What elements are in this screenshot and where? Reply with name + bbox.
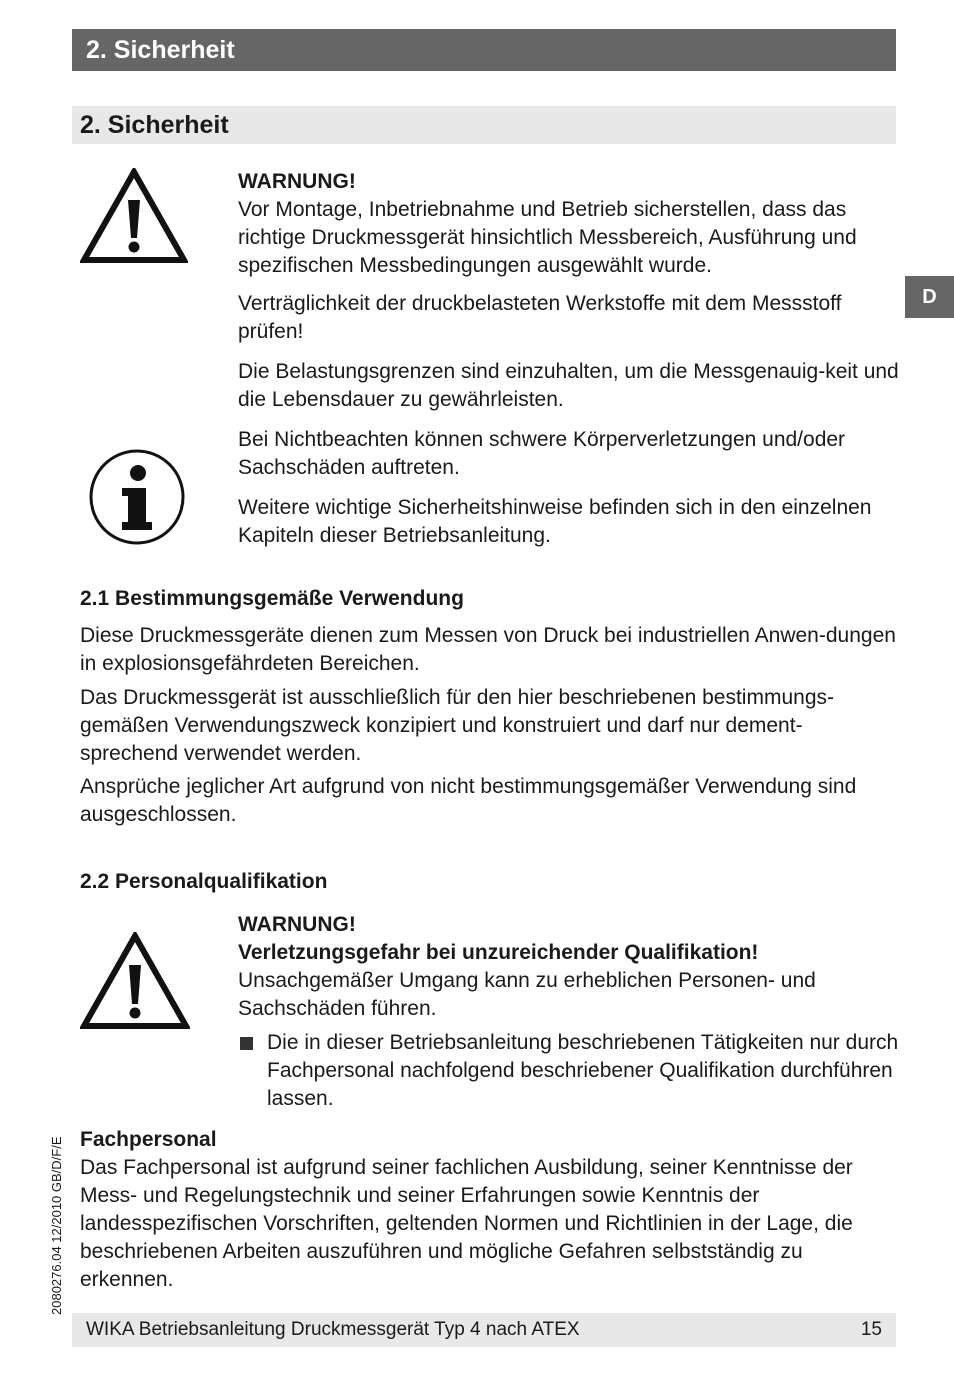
warning-triangle-icon bbox=[80, 168, 188, 264]
header-title: 2. Sicherheit bbox=[86, 36, 235, 64]
fachpersonal-heading: Fachpersonal bbox=[80, 1128, 217, 1151]
warning-text: Unsachgemäßer Umgang kann zu erheblichen Personen- und Sachschäden führen. bbox=[238, 969, 816, 1020]
list-item-text: Die in dieser Betriebsanleitung beschriebenen Tätigkeiten nur durch Fachpersonal nachfolgend beschriebener Qualifikation durchführen lassen. bbox=[267, 1031, 899, 1110]
section-2-1-heading: 2.1 Bestimmungsgemäße Verwendung bbox=[80, 587, 464, 610]
limits-paragraph: Die Belastungsgrenzen sind einzuhalten, um die Messgenauig-keit und die Lebensdauer zu gewährleisten. bbox=[238, 360, 899, 411]
compatibility-paragraph: Verträglichkeit der druckbelasteten Werkstoffe mit dem Messstoff prüfen! bbox=[238, 292, 842, 343]
warning-label: WARNUNG! bbox=[238, 913, 356, 936]
warning-triangle-icon bbox=[80, 932, 190, 1030]
square-bullet-icon bbox=[240, 1037, 253, 1050]
page-footer bbox=[72, 1313, 896, 1347]
document-number: 2080276.04 12/2010 GB/D/F/E bbox=[49, 1136, 64, 1315]
section-title: 2. Sicherheit bbox=[80, 111, 229, 139]
warning-subtitle: Verletzungsgefahr bei unzureichender Qualifikation! bbox=[238, 941, 759, 964]
usage-paragraph: Diese Druckmessgeräte dienen zum Messen von Druck bei industriellen Anwen-dungen in explosionsgefährdeten Bereichen. bbox=[80, 624, 896, 675]
consequences-paragraph: Bei Nichtbeachten können schwere Körperverletzungen und/oder Sachschäden auftreten. bbox=[238, 428, 846, 479]
warning-paragraph: Vor Montage, Inbetriebnahme und Betrieb sicherstellen, dass das richtige Druckmessgerät hinsichtlich Messbereich, Ausführung und spezifischen Messbedingungen ausgewählt wurde. bbox=[238, 198, 857, 277]
further-info-paragraph: Weitere wichtige Sicherheitshinweise befinden sich in den einzelnen Kapiteln dieser Betriebsanleitung. bbox=[238, 496, 872, 547]
warning-label: WARNUNG! bbox=[238, 170, 356, 193]
section-2-2-heading: 2.2 Personalqualifikation bbox=[80, 870, 328, 893]
claims-paragraph: Ansprüche jeglicher Art aufgrund von nicht bestimmungsgemäßer Verwendung sind ausgeschlossen. bbox=[80, 775, 857, 826]
intended-use-paragraph: Das Druckmessgerät ist ausschließlich für den hier beschriebenen bestimmungs-gemäßen Verwendungszweck konzipiert und konstruiert und darf nur dement-sprechend verwendet werden. bbox=[80, 686, 834, 765]
fachpersonal-paragraph: Das Fachpersonal ist aufgrund seiner fachlichen Ausbildung, seiner Kenntnisse der Mess- und Regelungstechnik und seiner Erfahrungen sowie Kenntnis der landesspezifischen Vorschriften, geltenden Normen und Richtlinien in der Lage, die beschriebenen Arbeiten auszuführen und mögliche Gefahren selbstständig zu erkennen. bbox=[80, 1156, 853, 1291]
footer-text: WIKA Betriebsanleitung Druckmessgerät Typ 4 nach ATEX bbox=[86, 1319, 580, 1340]
list-item bbox=[238, 1029, 900, 1113]
info-circle-icon bbox=[88, 448, 186, 546]
page-number: 15 bbox=[860, 1319, 882, 1340]
language-tab bbox=[905, 276, 954, 318]
section-title-bar bbox=[72, 106, 896, 144]
language-tab-label: D bbox=[922, 286, 937, 308]
page-header bbox=[72, 29, 896, 71]
